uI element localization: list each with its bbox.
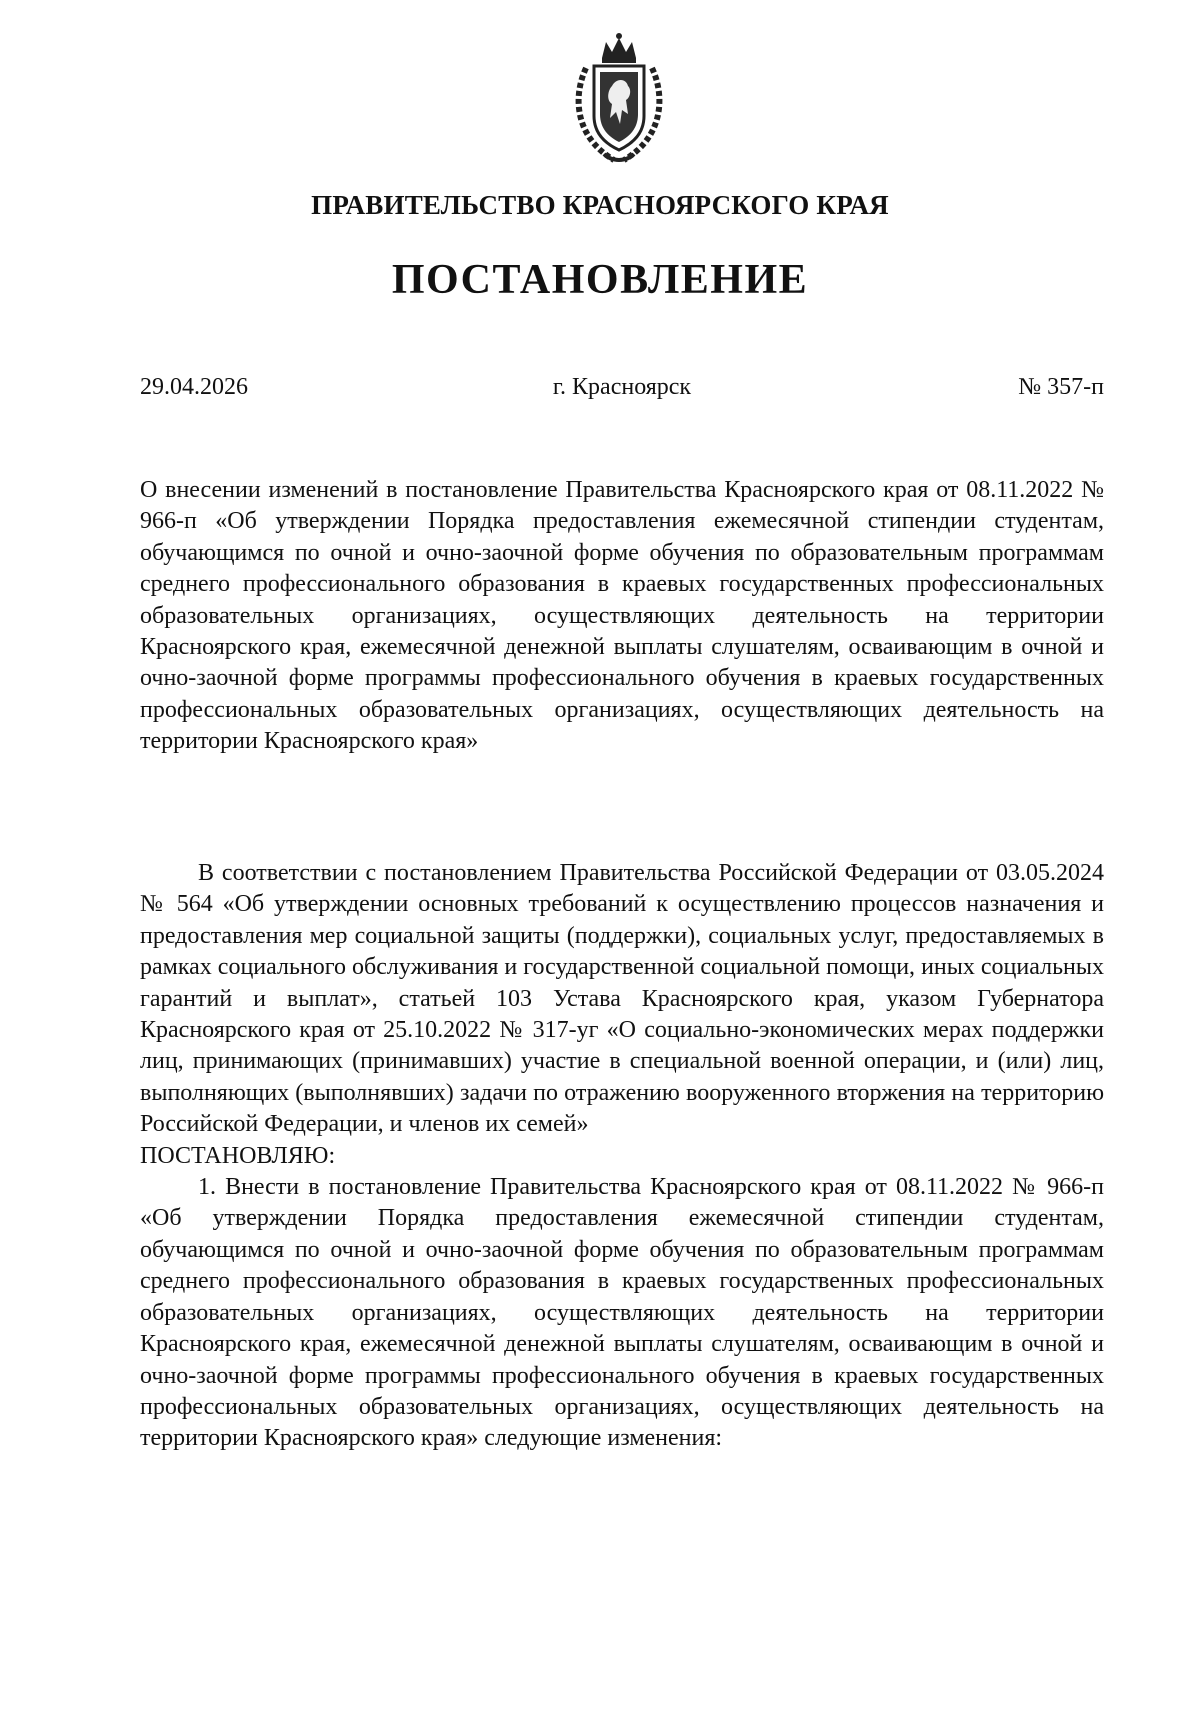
coat-of-arms-icon (564, 28, 674, 168)
document-date: 29.04.2026 (140, 374, 248, 400)
coat-of-arms-emblem (564, 28, 674, 168)
organization-title: ПРАВИТЕЛЬСТВО КРАСНОЯРСКОГО КРАЯ (311, 190, 889, 220)
document-body (140, 858, 1104, 1455)
resolve-word: ПОСТАНОВЛЯЮ: (140, 1142, 336, 1169)
document-number: № 357-п (1018, 374, 1104, 400)
document-subject: О внесении изменений в постановление Правительства Красноярского края от 08.11.2022 № 966-п «Об утверждении Порядка предоставления ежемесячной стипендии студентам, обучающимся по очной и очно-заочной форме обучения по образовательным программам среднего профессионального образования в краевых государственных профессиональных образовательных организациях, осуществляющих деятельность на территории Красноярского края, ежемесячной денежной выплаты слушателям, осваивающим в очной и очно-заочной форме программы профессионального обучения в краевых государственных профессиональных образовательных организациях, осуществляющих деятельность на территории Красноярского края» (140, 477, 1104, 755)
document-type-title: ПОСТАНОВЛЕНИЕ (391, 257, 809, 303)
document-meta-row (140, 374, 1104, 401)
item-1-paragraph: 1. Внести в постановление Правительства Красноярского края от 08.11.2022 № 966-п «Об утверждении Порядка предоставления ежемесячной стипендии студентам, обучающимся по очной и очно-заочной форме обучения по образовательным программам среднего профессионального образования в краевых государственных профессиональных образовательных организациях, осуществляющих деятельность на территории Красноярского края, ежемесячной денежной выплаты слушателям, осваивающим в очной и очно-заочной форме программы профессионального обучения в краевых государственных профессиональных образовательных организациях, осуществляющих деятельность на территории Красноярского края» следующие изменения: (140, 1174, 1104, 1452)
preamble-paragraph: В соответствии с постановлением Правительства Российской Федерации от 03.05.2024 № 564 «Об утверждении основных требований к осуществлению процессов назначения и предоставления мер социальной защиты (поддержки), социальных услуг, предоставляемых в рамках социального обслуживания и государственной социальной помощи, иных социальных гарантий и выплат», статьей 103 Устава Красноярского края, указом Губернатора Красноярского края от 25.10.2022 № 317-уг «О социально-экономических мерах поддержки лиц, принимающих (принимавших) участие в специальной военной операции, и (или) лиц, выполняющих (выполнявших) задачи по отражению вооруженного вторжения на территорию Российской Федерации, и членов их семей» (140, 860, 1104, 1138)
document-city: г. Красноярск (552, 374, 692, 400)
